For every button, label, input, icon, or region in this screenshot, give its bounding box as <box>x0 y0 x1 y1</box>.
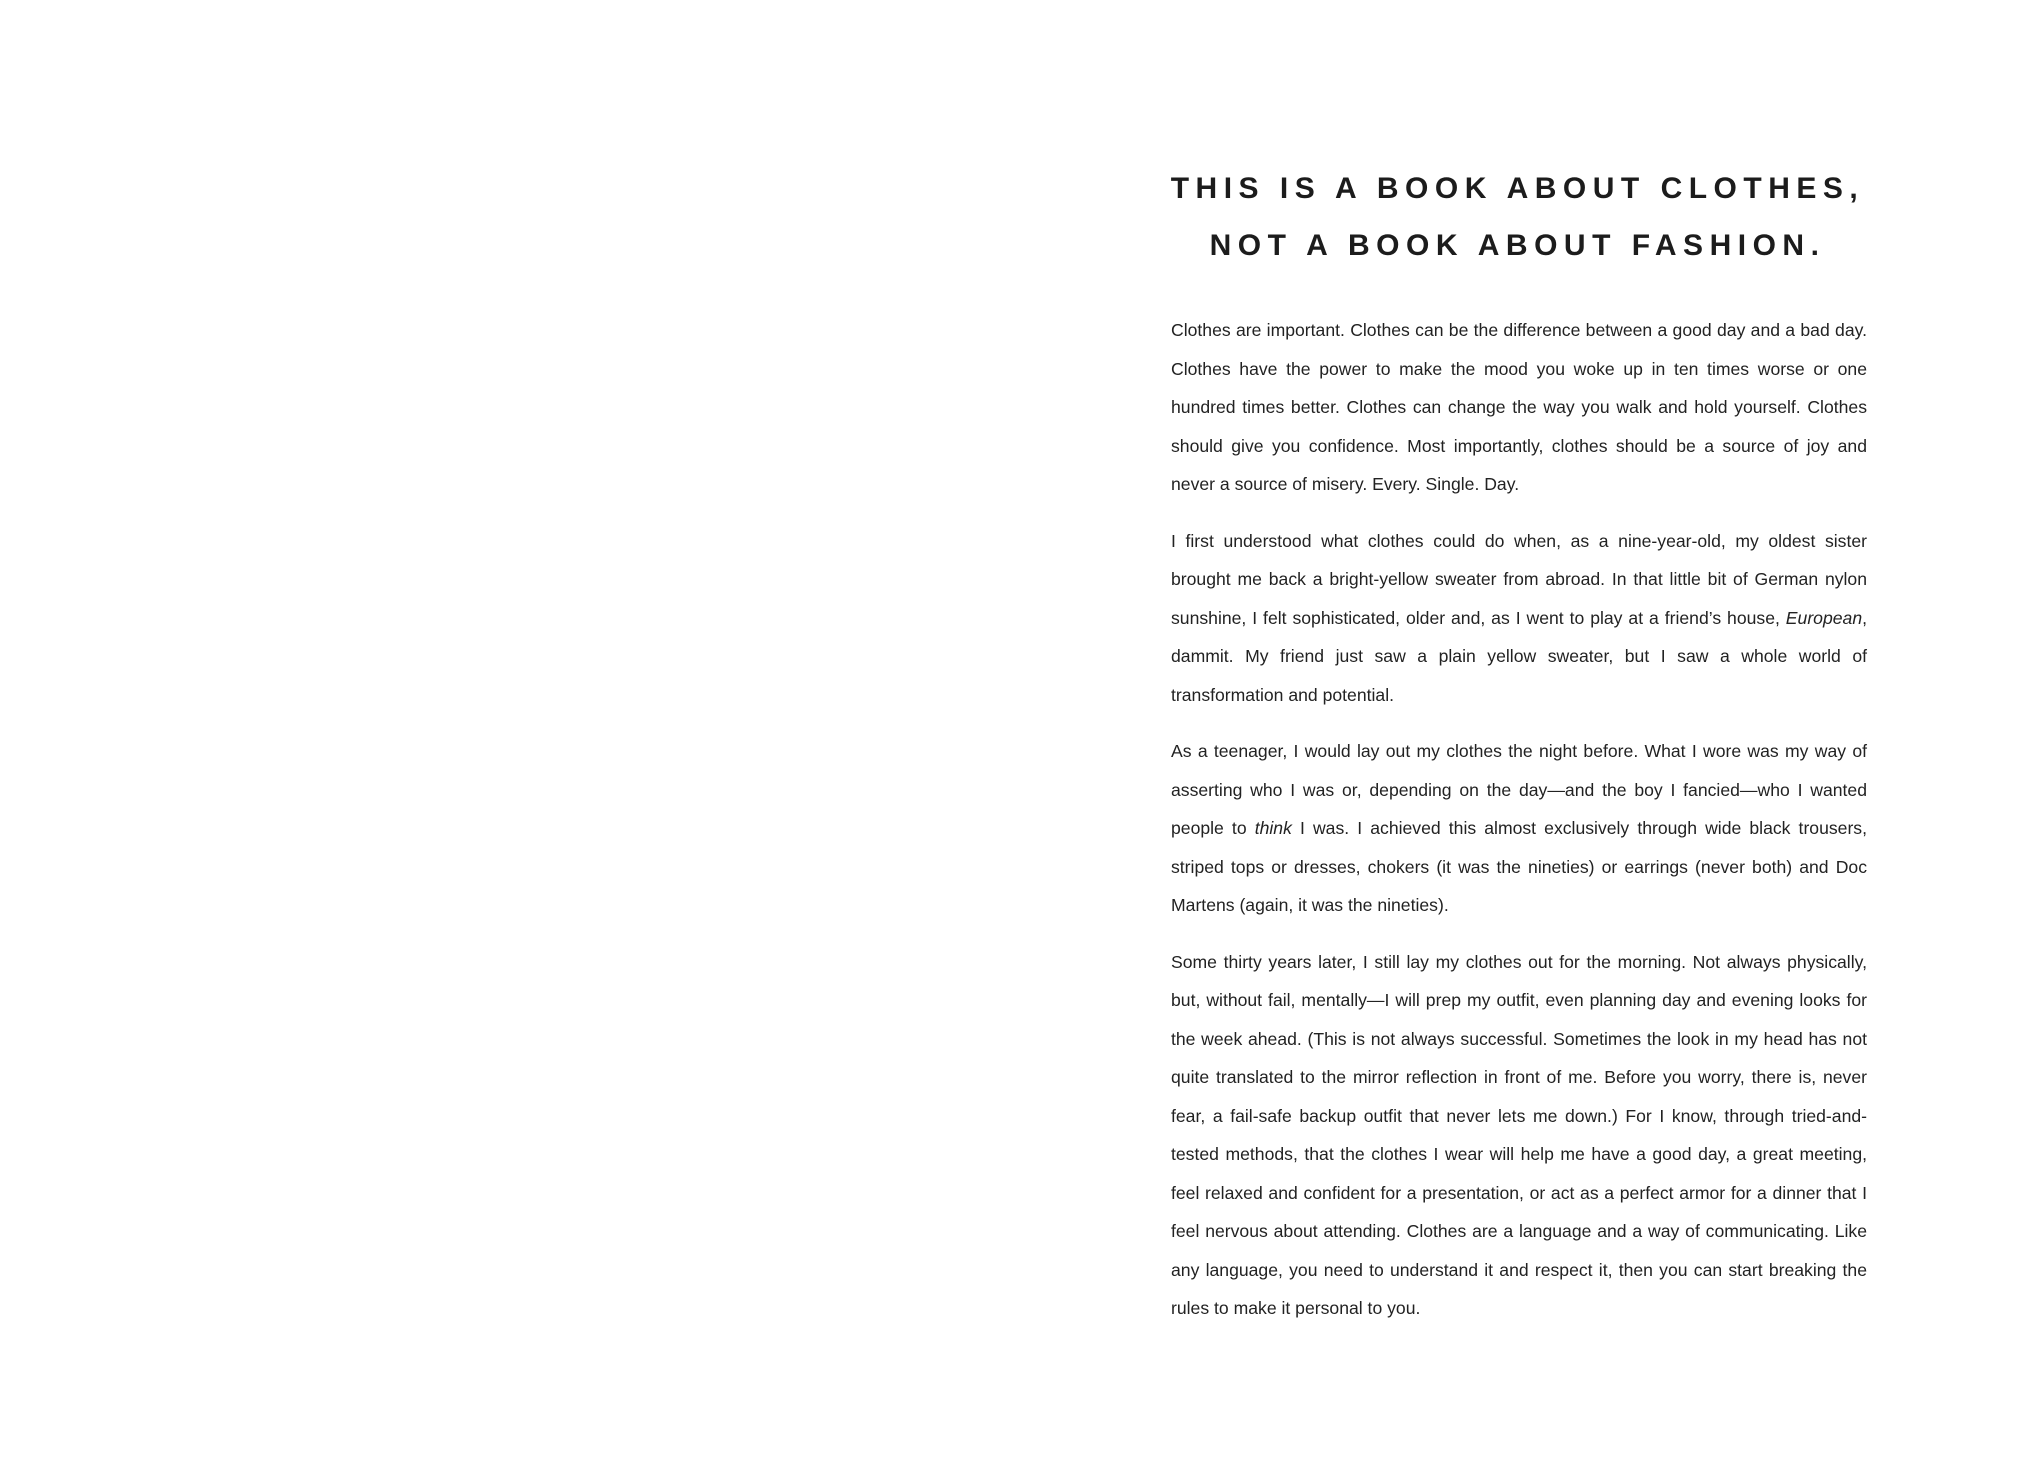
paragraph-4: Some thirty years later, I still lay my clothes out for the morning. Not always physically, but, without fail, mentally—I will prep my outfit, even planning day and evening looks for the week ahead. (This is not always successful. Sometimes the look in my head has not quite translated to the mirror reflection in front of me. Before you worry, there is, never fear, a fail-safe backup outfit that never lets me down.) For I know, through tried-and-tested methods, that the clothes I wear will help me have a good day, a great meeting, feel relaxed and confident for a presentation, or act as a perfect armor for a dinner that I feel nervous about attending. Clothes are a language and a way of communicating. Like any language, you need to understand it and respect it, then you can start breaking the rules to make it personal to you. <box>1171 951 1867 1318</box>
heading-line-2: NOT A BOOK ABOUT FASHION. <box>1209 229 1826 262</box>
body-text <box>1171 311 1867 1346</box>
paragraph-2 <box>1171 522 1867 715</box>
paragraph-3-text-b: I was. I achieved this almost exclusively through wide black trousers, striped tops or dresses, chokers (it was the nineties) or earrings (never both) and Doc Martens (again, it was the nineties). <box>1171 818 1867 915</box>
paragraph-2-text-b: , dammit. My friend just saw a plain yellow sweater, but I saw a whole world of transformation and potential. <box>1171 607 1867 705</box>
chapter-heading <box>1170 160 1865 274</box>
paragraph-3-text-a: As a teenager, I would lay out my clothes the night before. What I wore was my way of asserting who I was or, depending on the day—and the boy I fancied—who I wanted people to <box>1171 741 1867 838</box>
heading-line-1: THIS IS A BOOK ABOUT CLOTHES, <box>1170 172 1865 205</box>
paragraph-2-emphasis: European <box>1785 607 1863 628</box>
paragraph-3 <box>1171 732 1867 925</box>
paragraph-1: Clothes are important. Clothes can be the difference between a good day and a bad day. Clothes have the power to make the mood you woke up in ten times worse or one hundred times better. Clothes can change the way you walk and hold yourself. Clothes should give you confidence. Most importantly, clothes should be a source of joy and never a source of misery. Every. Single. Day. <box>1171 320 1867 494</box>
paragraph-2-text-a: I first understood what clothes could do when, as a nine-year-old, my oldest sister brought me back a bright-yellow sweater from abroad. In that little bit of German nylon sunshine, I felt sophisticated, older and, as I went to play at a friend’s house, <box>1171 530 1867 628</box>
paragraph-3-emphasis: think <box>1254 818 1292 838</box>
